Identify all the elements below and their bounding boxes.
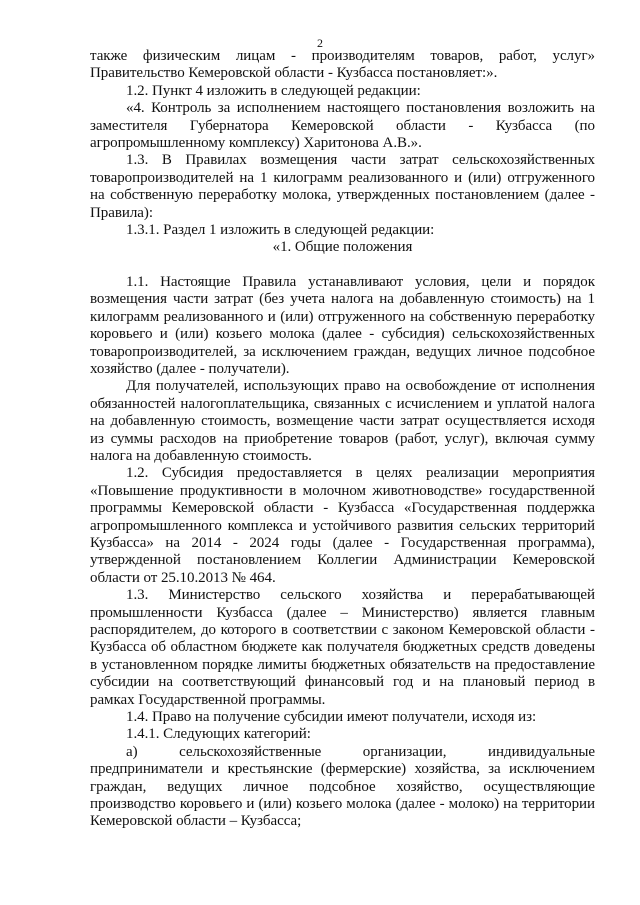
page-number: 2 [317,36,323,50]
document-body [90,48,595,831]
paragraph-1-3-1: 1.3.1. Раздел 1 изложить в следующей редакции: [126,222,435,239]
paragraph-item-a: а) сельскохозяйственные организации, индивидуальные предприниматели и крестьянские (фермерские) хозяйства, за исключением граждан, ведущих личное подсобное хозяйство, осуществляющие производство коровьего и (или) козьего молока (далее - молоко) на территории Кемеровской области – Кузбасса; [90,743,595,830]
paragraph-1-2: 1.2. Пункт 4 изложить в следующей редакции: [126,82,421,99]
paragraph-1-3: 1.3. В Правилах возмещения части затрат сельскохозяйственных товаропроизводителей на 1 килограмм реализованного и (или) отгруженного на собственную переработку молока, утвержденных постановлением (далее - Правила): [90,152,595,221]
paragraph-point-4: «4. Контроль за исполнением настоящего постановления возложить на заместителя Губернатора Кемеровской области - Кузбасса (по агропромышленному комплексу) Харитонова А.В.». [90,100,595,152]
section-heading: «1. Общие положения [272,239,413,256]
paragraph-rules-1-4-1: 1.4.1. Следующих категорий: [126,726,311,743]
paragraph-rules-1-3: 1.3. Министерство сельского хозяйства и перерабатывающей промышленности Кузбасса (далее – Министерство) является главным распорядителем, до которого в соответствии с законом Кемеровской области - Кузбасса об областном бюджете как получателя бюджетных средств доведены в установленном порядке лимиты бюджетных обязательств на предоставление субсидии на соответствующий финансовый год и на плановый период в рамках Государственной программы. [90,587,595,708]
paragraph-rules-1-2: 1.2. Субсидия предоставляется в целях реализации мероприятия «Повышение продуктивности в молочном животноводстве» государственной программы Кемеровской области - Кузбасса «Государственная поддержка агропромышленного комплекса и устойчивого развития сельских территорий Кузбасса» на 2014 - 2024 годы (далее - Государственная программа), утвержденной постановлением Коллегии Администрации Кемеровской области от 25.10.2013 № 464. [90,465,595,586]
paragraph-rules-1-1: 1.1. Настоящие Правила устанавливают условия, цели и порядок возмещения части затрат (без учета налога на добавленную стоимость) на 1 килограмм реализованного и (или) отгруженного на собственную переработку коровьего и (или) козьего молока (далее - субсидия) сельскохозяйственных товаропроизводителей, за исключением граждан, ведущих личное подсобное хозяйство (далее - получатели). [90,273,595,377]
blank-line [90,257,595,274]
paragraph-vat-exempt: Для получателей, использующих право на освобождение от исполнения обязанностей налогоплательщика, связанных с исчислением и уплатой налога на добавленную стоимость, возмещение части затрат осуществляется исходя из суммы расходов на приобретение товаров (работ, услуг), включая сумму налога на добавленную стоимость. [90,378,595,464]
paragraph-intro-continuation: также физическим лицам - производителям товаров, работ, услуг» Правительство Кемеровской области - Кузбасса постановляет:». [90,48,595,82]
paragraph-rules-1-4: 1.4. Право на получение субсидии имеют получатели, исходя из: [126,709,537,726]
